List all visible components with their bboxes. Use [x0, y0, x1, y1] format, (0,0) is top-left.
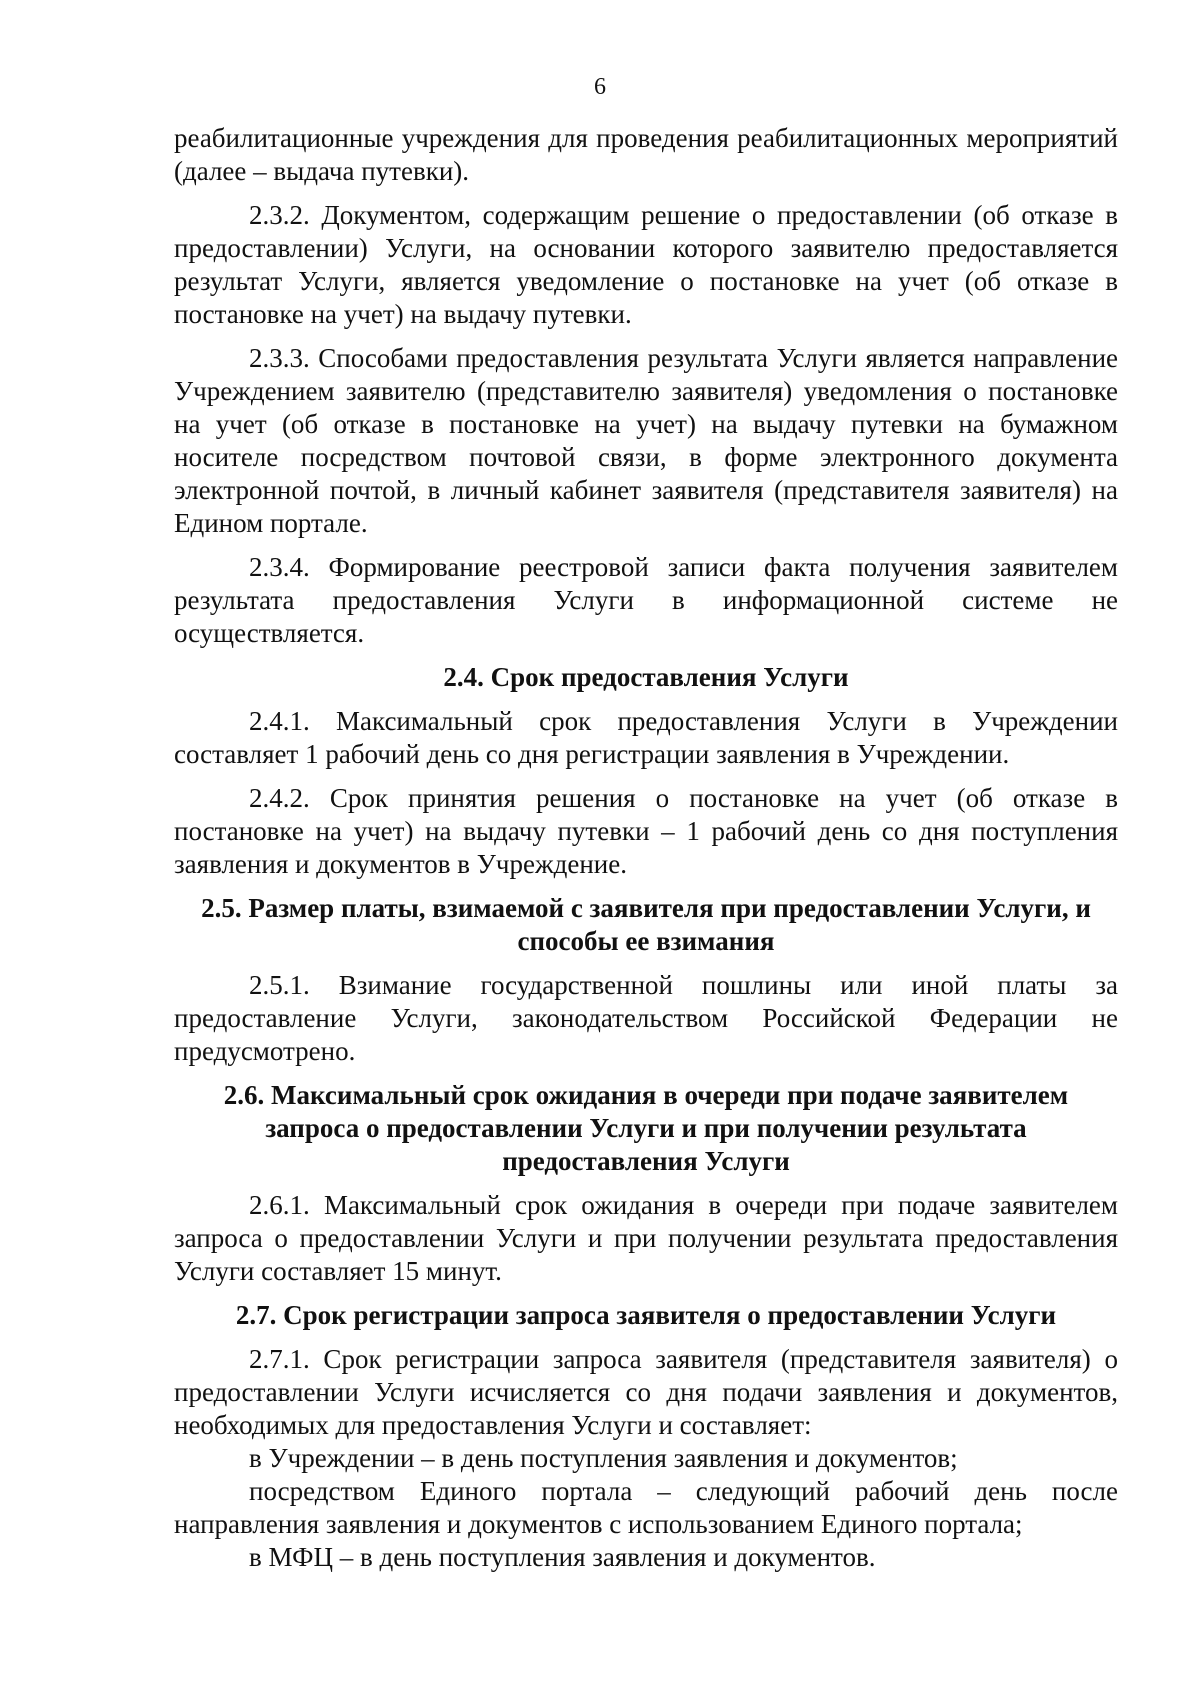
paragraph-continuation: реабилитационные учреждения для проведения реабилитационных мероприятий (далее – выдача путевки). [174, 123, 1118, 186]
paragraph-2-4-1: 2.4.1. Максимальный срок предоставления Услуги в Учреждении составляет 1 рабочий день со дня регистрации заявления в Учреждении. [174, 706, 1118, 769]
section-heading-2-5: 2.5. Размер платы, взимаемой с заявителя при предоставлении Услуги, и способы ее взимания [201, 893, 1091, 956]
paragraph-2-6-1: 2.6.1. Максимальный срок ожидания в очереди при подаче заявителем запроса о предоставлении Услуги и при получении результата предоставления Услуги составляет 15 минут. [174, 1190, 1118, 1286]
paragraph-2-7-1: 2.7.1. Срок регистрации запроса заявителя (представителя заявителя) о предоставлении Услуги исчисляется со дня подачи заявления и документов, необходимых для предоставления Услуги и составляет: [174, 1344, 1118, 1440]
paragraph-2-5-1: 2.5.1. Взимание государственной пошлины или иной платы за предоставление Услуги, законодательством Российской Федерации не предусмотрено. [174, 970, 1118, 1066]
paragraph-2-3-2: 2.3.2. Документом, содержащим решение о предоставлении (об отказе в предоставлении) Услуги, на основании которого заявителю предоставляется результат Услуги, является уведомление о постановке на учет (об отказе в постановке на учет) на выдачу путевки. [174, 200, 1118, 329]
page-number: 6 [594, 74, 606, 100]
paragraph-2-3-3: 2.3.3. Способами предоставления результата Услуги является направление Учреждением заявителю (представителю заявителя) уведомления о постановке на учет (об отказе в постановке на учет) на выдачу путевки на бумажном носителе посредством почтовой связи, в форме электронного документа электронной почтой, в личный кабинет заявителя (представителя заявителя) на Едином портале. [174, 343, 1118, 538]
section-heading-2-6: 2.6. Максимальный срок ожидания в очереди при подаче заявителем запроса о предоставлении Услуги и при получении результата предоставления Услуги [223, 1080, 1069, 1176]
list-item-portal: посредством Единого портала – следующий рабочий день после направления заявления и документов с использованием Единого портала; [174, 1476, 1118, 1539]
paragraph-2-3-4: 2.3.4. Формирование реестровой записи факта получения заявителем результата предоставления Услуги в информационной системе не осуществляется. [174, 552, 1118, 648]
document-body [174, 122, 1118, 1574]
list-item-mfc: в МФЦ – в день поступления заявления и документов. [249, 1542, 876, 1572]
paragraph-2-4-2: 2.4.2. Срок принятия решения о постановке на учет (об отказе в постановке на учет) на выдачу путевки – 1 рабочий день со дня поступления заявления и документов в Учреждение. [174, 783, 1118, 879]
list-item-institution: в Учреждении – в день поступления заявления и документов; [249, 1443, 958, 1473]
section-heading-2-7: 2.7. Срок регистрации запроса заявителя о предоставлении Услуги [235, 1300, 1057, 1330]
section-heading-2-4: 2.4. Срок предоставления Услуги [443, 662, 849, 692]
